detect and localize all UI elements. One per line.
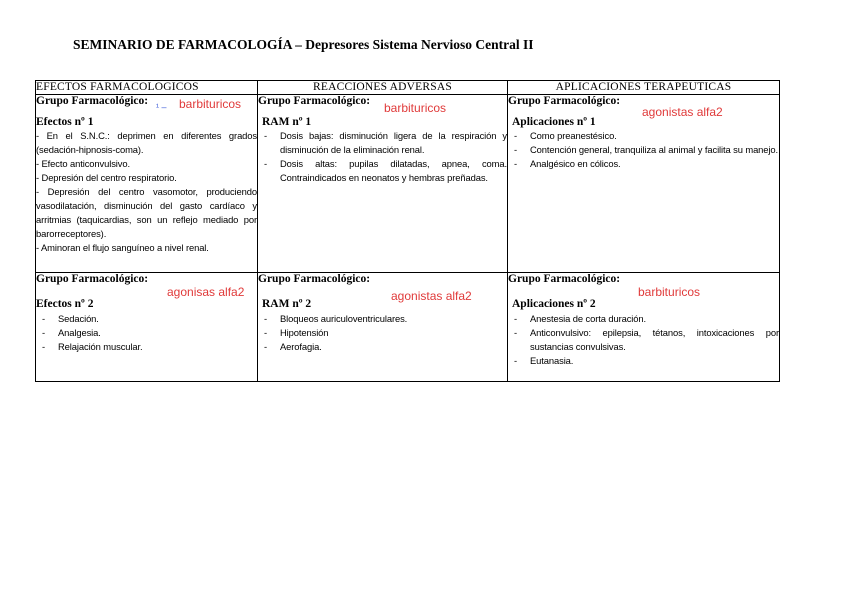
- section-title: Efectos nº 2: [36, 298, 94, 310]
- header-row: [36, 81, 780, 95]
- group-label: Grupo Farmacológico:: [258, 95, 371, 107]
- applications-list: [508, 312, 779, 368]
- effects-list: [36, 312, 257, 354]
- effects-text: [36, 129, 257, 255]
- list-item: - Aerofagia.: [264, 341, 322, 352]
- list-item: - Como preanestésico.: [514, 130, 617, 141]
- header-efectos: EFECTOS FARMACOLOGICOS: [36, 81, 258, 95]
- ram-list: [258, 129, 507, 185]
- list-item: - Dosis bajas: disminución ligera de la respiración y disminución de la eliminación renal.: [264, 130, 507, 155]
- list-item: - Sedación.: [42, 313, 99, 324]
- group-label: Grupo Farmacológico:: [508, 95, 621, 107]
- cell-efectos-1: [36, 95, 258, 273]
- group-answer[interactable]: agonistas alfa2: [391, 289, 472, 303]
- section-title: Aplicaciones nº 1: [512, 116, 596, 128]
- list-item: - Anticonvulsivo: epilepsia, tétanos, intoxicaciones por sustancias convulsivas.: [514, 327, 779, 352]
- group-answer[interactable]: barbituricos: [384, 101, 447, 115]
- group-label: Grupo Farmacológico:: [258, 273, 371, 285]
- table-row: [36, 273, 780, 382]
- list-item: - Contención general, tranquiliza al animal y facilita su manejo.: [514, 144, 779, 155]
- pharmacology-table: [35, 80, 780, 382]
- group-answer[interactable]: agonisas alfa2: [167, 285, 245, 299]
- list-item: - Hipotensión: [264, 327, 329, 338]
- group-label: Grupo Farmacológico:: [36, 273, 149, 285]
- list-item: - Dosis altas: pupilas dilatadas, apnea, coma. Contraindicados en neonatos y hembras preñadas.: [264, 158, 507, 183]
- header-reacciones: REACCIONES ADVERSAS: [258, 81, 508, 95]
- text-line: - En el S.N.C.: deprimen en diferentes grados (sedación-hipnosis-coma).: [36, 130, 257, 155]
- section-title: RAM nº 1: [262, 116, 312, 128]
- group-answer[interactable]: barbituricos: [179, 97, 242, 111]
- list-item: - Analgésico en cólicos.: [514, 158, 621, 169]
- group-label: Grupo Farmacológico:: [36, 95, 149, 107]
- ram-list: [258, 312, 507, 354]
- table-row: [36, 95, 780, 273]
- applications-list: [508, 129, 779, 171]
- cell-reacciones-2: [258, 273, 508, 382]
- text-line: - Depresión del centro vasomotor, produciendo vasodilatación, disminución del gasto cardíaco y arritmias (taquicardias, son un reflejo mediado por barorreceptores).: [36, 186, 257, 239]
- list-item: - Analgesia.: [42, 327, 101, 338]
- section-title: Efectos nº 1: [36, 116, 94, 128]
- section-title: RAM nº 2: [262, 298, 312, 310]
- group-label: Grupo Farmacológico:: [508, 273, 621, 285]
- cell-aplicaciones-2: [508, 273, 780, 382]
- list-item: - Anestesia de corta duración.: [514, 313, 647, 324]
- group-answer[interactable]: barbituricos: [638, 285, 701, 299]
- header-aplicaciones: APLICACIONES TERAPEUTICAS: [508, 81, 780, 95]
- text-line: - Depresión del centro respiratorio.: [36, 172, 177, 183]
- cell-reacciones-1: [258, 95, 508, 273]
- section-title: Aplicaciones nº 2: [512, 298, 596, 310]
- group-answer[interactable]: agonistas alfa2: [642, 105, 723, 119]
- list-item: - Relajación muscular.: [42, 341, 143, 352]
- list-item: - Eutanasia.: [514, 355, 574, 366]
- cell-efectos-2: [36, 273, 258, 382]
- annotation-mark: ¹ –: [156, 102, 167, 112]
- text-line: - Aminoran el flujo sanguíneo a nivel renal.: [36, 242, 209, 253]
- cell-aplicaciones-1: [508, 95, 780, 273]
- list-item: - Bloqueos auriculoventriculares.: [264, 313, 408, 324]
- text-line: - Efecto anticonvulsivo.: [36, 158, 131, 169]
- page-title: SEMINARIO DE FARMACOLOGÍA – Depresores Sistema Nervioso Central II: [73, 37, 534, 52]
